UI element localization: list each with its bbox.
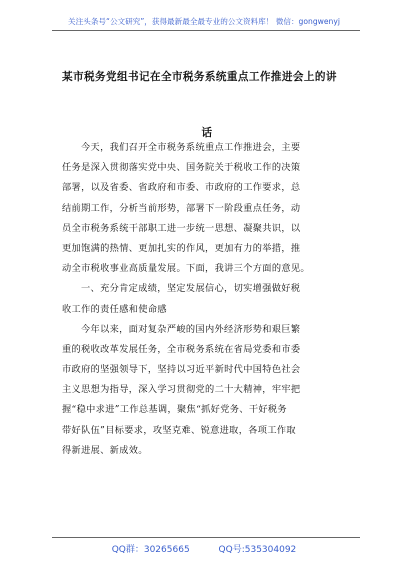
footer-qq-group: QQ群：30265665 bbox=[111, 545, 190, 555]
header-divider bbox=[52, 30, 360, 31]
body-line: 结前期工作，分析当前形势，部署下一阶段重点任务，动 bbox=[62, 202, 301, 214]
body-line: 今年以来，面对复杂严峻的国内外经济形势和艰巨繁 bbox=[81, 323, 301, 335]
body-line: 动全市税收事业高质量发展。下面，我讲三个方面的意见。 bbox=[62, 263, 310, 275]
title-line-1: 某市税务党组书记在全市税务系统重点工作推进会上的讲 bbox=[62, 71, 337, 83]
body-line: 收工作的责任感和使命感 bbox=[62, 303, 167, 315]
header-banner: 关注头条号“公文研究”，获得最新最全最专业的公文资料库！ 微信：gongwenyj bbox=[68, 17, 340, 26]
body-line: 握“稳中求进”工作总基调，聚焦“抓好党务、干好税务 bbox=[62, 404, 287, 416]
body-line: 带好队伍”目标要求，攻坚克难、锐意进取，各项工作取 bbox=[62, 424, 296, 436]
document-body bbox=[62, 138, 352, 461]
body-line: 今天，我们召开全市税务系统重点工作推进会，主要 bbox=[81, 142, 301, 153]
body-line: 得新进展、新成效。 bbox=[62, 444, 148, 456]
footer bbox=[0, 542, 408, 555]
title-line-2: 话 bbox=[201, 127, 213, 139]
body-line: 任务是深入贯彻落实党中央、国务院关于税收工作的决策 bbox=[62, 162, 301, 174]
body-line: 更加饱满的热情、更加扎实的作风，更加有力的举措，推 bbox=[62, 242, 301, 254]
body-line: 部署，以及省委、省政府和市委、市政府的工作要求，总 bbox=[62, 182, 301, 194]
footer-divider bbox=[52, 537, 360, 538]
body-line: 市政府的坚强领导下，坚持以习近平新时代中国特色社会 bbox=[62, 364, 301, 376]
document-title bbox=[62, 66, 352, 144]
body-line: 重的税收改革发展任务，全市税务系统在省局党委和市委 bbox=[62, 343, 301, 355]
body-line: 员全市税务系统干部职工进一步统一思想、凝聚共识，以 bbox=[62, 222, 301, 234]
footer-qq-number: QQ号:535304092 bbox=[218, 545, 297, 555]
body-line: 主义思想为指导，深入学习贯彻党的二十大精神，牢牢把 bbox=[62, 384, 301, 396]
body-line: 一、充分肯定成绩，坚定发展信心，切实增强做好税 bbox=[81, 283, 301, 295]
